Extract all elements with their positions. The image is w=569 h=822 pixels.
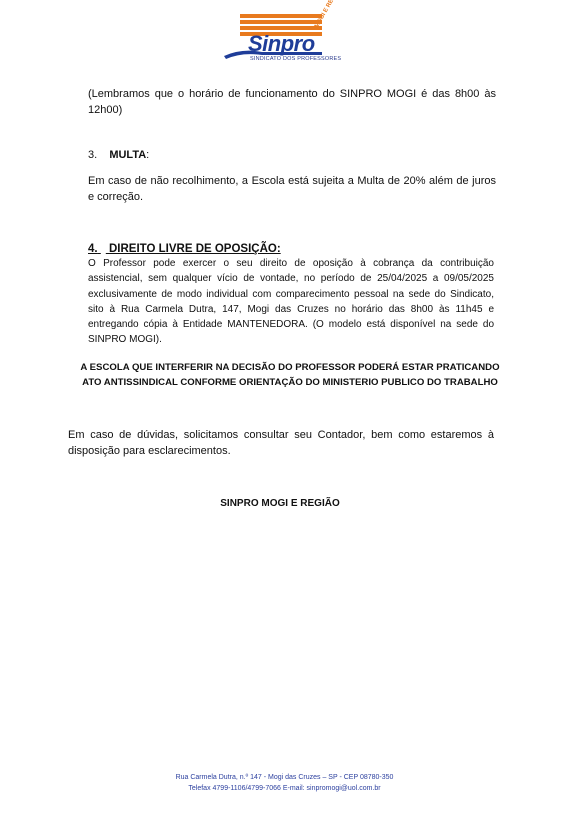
section-4-title: DIREITO LIVRE DE OPOSIÇÃO: [109, 243, 281, 255]
section-3-number: 3. [88, 149, 98, 161]
logo-brand-text: Sinpro [248, 31, 315, 56]
section-4-warning-line-2: ATO ANTISSINDICAL CONFORME ORIENTAÇÃO DO MINISTERIO PUBLICO DO TRABALHO [82, 377, 498, 388]
logo-subtitle: SINDICATO DOS PROFESSORES [250, 56, 342, 62]
section-4-number: 4. [88, 243, 98, 255]
signature: SINPRO MOGI E REGIÃO [220, 498, 340, 509]
section-3-text: Em caso de não recolhimento, a Escola está sujeita a Multa de 20% além de juros e correção. [88, 175, 496, 203]
section-3-title: MULTA [109, 149, 147, 161]
section-4-text: O Professor pode exercer o seu direito de oposição à cobrança da contribuição assistencial, sem qualquer vício de vontade, no período de 25/04/2025 a 09/05/2025 exclusivamente de modo individual com comparecimento pessoal na sede do Sindicato, sito à Rua Carmela Dutra, 147, Mogi das Cruzes no horário das 8h00 às 11h45 e entregando cópia à Entidade MANTENEDORA. (O modelo está disponível na sede do SINPRO MOGI). [88, 258, 494, 346]
section-3-heading [88, 147, 388, 163]
section-4-warning-line-1: A ESCOLA QUE INTERFERIR NA DECISÃO DO PROFESSOR PODERÁ ESTAR PRATICANDO [80, 362, 500, 373]
section-3-colon: : [146, 149, 150, 161]
logo-region-text: MOGI E [314, 7, 331, 30]
closing-text: Em caso de dúvidas, solicitamos consultar seu Contador, bem como estaremos à disposição para esclarecimentos. [68, 429, 494, 457]
business-hours-note: (Lembramos que o horário de funcionamento do SINPRO MOGI é das 8h00 às 12h00) [88, 88, 496, 116]
section-4-heading [88, 241, 388, 257]
footer-address: Rua Carmela Dutra, n.º 147 - Mogi das Cruzes – SP - CEP 08780-350 [175, 774, 394, 781]
footer-contact: Telefax 4799-1106/4799-7066 E-mail: sinpromogi@uol.com.br [188, 785, 381, 792]
